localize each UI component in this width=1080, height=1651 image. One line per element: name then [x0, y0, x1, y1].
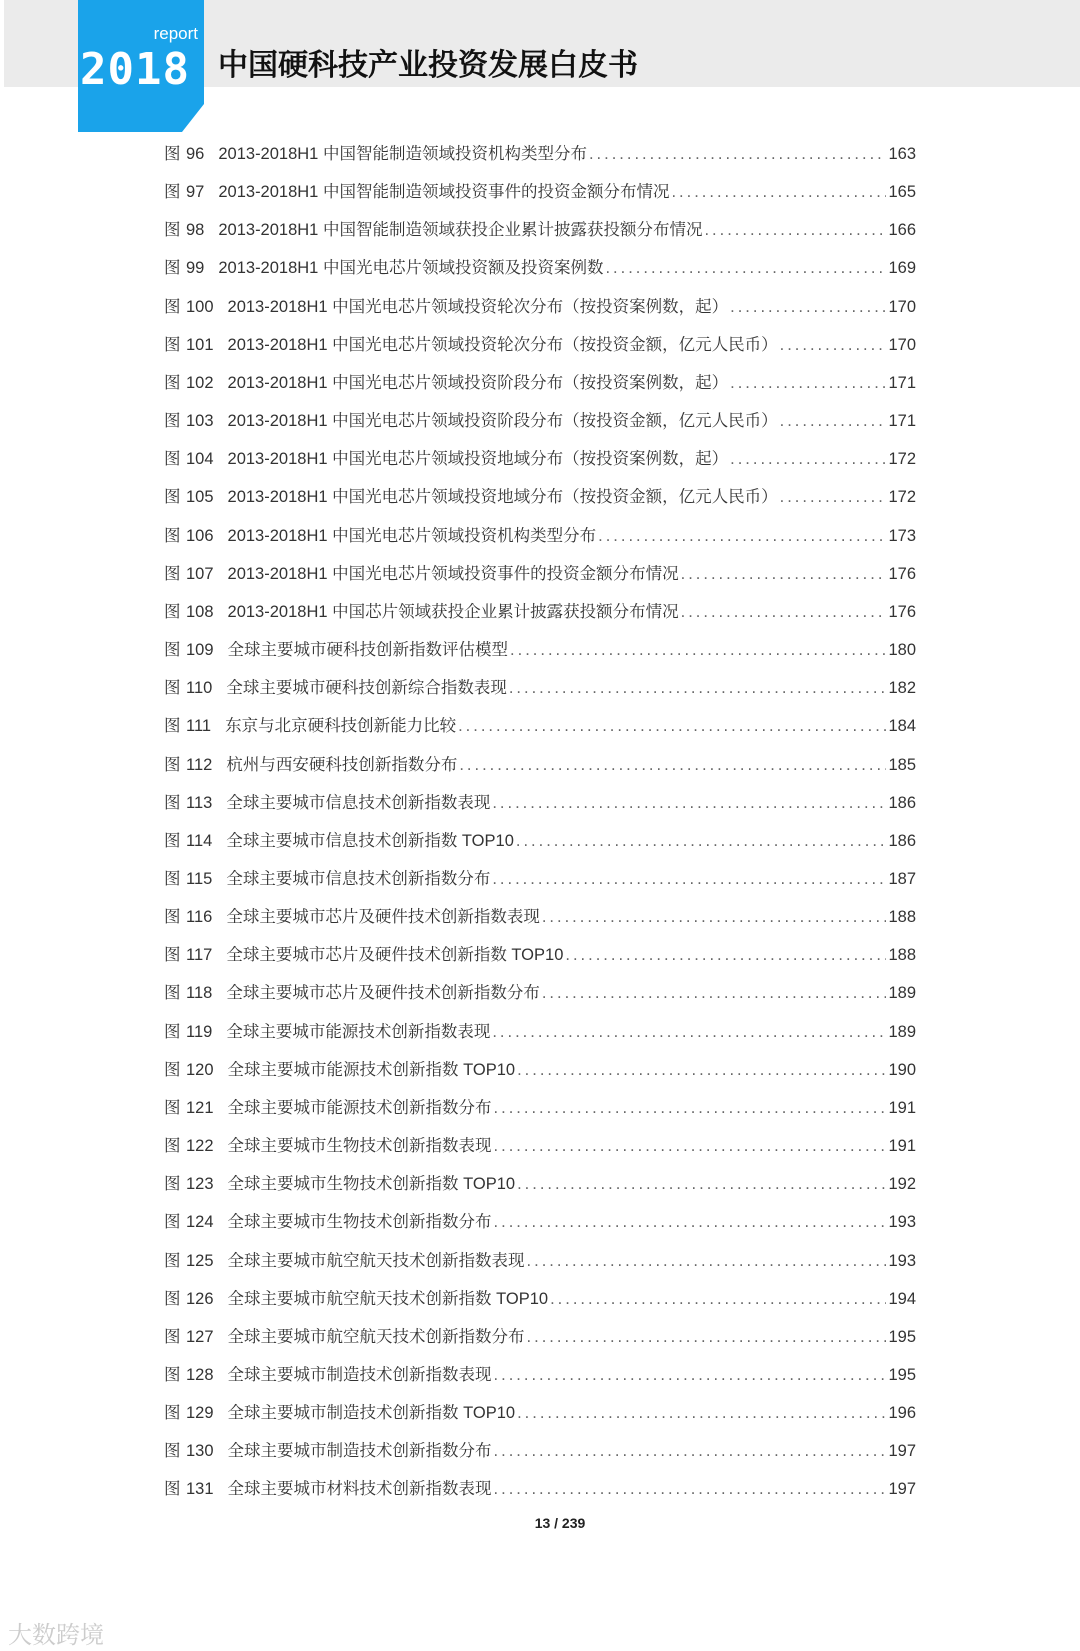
figure-number: 130: [186, 1442, 214, 1461]
leader-dots: [589, 145, 887, 164]
leader-dots: [516, 832, 887, 851]
leader-dots: [671, 183, 886, 202]
figure-label: 图: [164, 1137, 181, 1156]
figure-title: 2013-2018H1 中国光电芯片领域投资阶段分布（按投资金额，亿元人民币）: [227, 412, 778, 431]
toc-entry[interactable]: [164, 254, 916, 292]
figure-number: 97: [186, 183, 205, 202]
figure-number: 96: [186, 145, 205, 163]
page-ref: 172: [888, 488, 916, 507]
figure-number: 122: [186, 1137, 214, 1156]
figure-title: 全球主要城市生物技术创新指数表现: [227, 1137, 492, 1156]
figure-title: 全球主要城市生物技术创新指数 TOP10: [227, 1175, 516, 1194]
page-ref: 166: [888, 221, 916, 240]
leader-dots: [730, 298, 886, 317]
figure-title: 2013-2018H1 中国光电芯片领域投资额及投资案例数: [218, 259, 604, 278]
toc-entry[interactable]: [164, 1247, 916, 1285]
logo-report-text: report: [153, 24, 198, 43]
page-ref: 180: [888, 641, 916, 660]
figure-number: 106: [186, 526, 214, 545]
figure-title: 2013-2018H1 中国光电芯片领域投资事件的投资金额分布情况: [227, 564, 679, 583]
figure-number: 114: [186, 831, 213, 850]
figure-number: 107: [186, 564, 214, 583]
report-2018-logo: [78, 0, 204, 132]
figure-title: 2013-2018H1 中国光电芯片领域投资地域分布（按投资金额，亿元人民币）: [227, 488, 778, 507]
figure-title: 2013-2018H1 中国智能制造领域投资事件的投资金额分布情况: [218, 183, 670, 202]
leader-dots: [494, 1366, 887, 1385]
figure-label: 图: [164, 1175, 181, 1194]
toc-entry[interactable]: [164, 560, 916, 598]
toc-entry[interactable]: [164, 1361, 916, 1399]
leader-dots: [605, 259, 886, 278]
page-ref: 187: [888, 869, 916, 888]
figure-label: 图: [164, 1327, 181, 1346]
figure-title: 2013-2018H1 中国智能制造领域投资机构类型分布: [218, 145, 587, 163]
toc-entry[interactable]: [164, 712, 916, 750]
toc-entry[interactable]: [164, 636, 916, 674]
watermark: 大数跨境: [8, 1621, 104, 1649]
figure-number: 104: [186, 450, 214, 469]
figure-label: 图: [164, 221, 181, 240]
figure-number: 111: [186, 717, 212, 736]
figure-title: 全球主要城市制造技术创新指数表现: [227, 1366, 492, 1384]
toc-entry[interactable]: [164, 1323, 916, 1361]
leader-dots: [550, 1290, 886, 1309]
leader-dots: [510, 641, 886, 660]
figure-label: 图: [164, 412, 181, 431]
figure-title: 2013-2018H1 中国芯片领域获投企业累计披露获投额分布情况: [227, 602, 679, 621]
toc-entry[interactable]: [164, 1285, 916, 1323]
toc-entry[interactable]: [164, 407, 916, 445]
toc-entry[interactable]: [164, 1018, 916, 1056]
toc-entry[interactable]: [164, 1475, 916, 1513]
toc-entry[interactable]: [164, 674, 916, 712]
leader-dots: [565, 946, 886, 965]
toc-entry[interactable]: [164, 331, 916, 369]
figure-title: 全球主要城市芯片及硬件技术创新指数分布: [226, 984, 540, 1003]
figure-title: 全球主要城市芯片及硬件技术创新指数 TOP10: [226, 946, 564, 965]
figure-label: 图: [164, 259, 181, 278]
page-ref: 176: [888, 564, 916, 583]
page-ref: 194: [888, 1289, 916, 1308]
figure-label: 图: [164, 679, 181, 698]
leader-dots: [681, 565, 887, 584]
figure-number: 128: [186, 1366, 214, 1384]
leader-dots: [494, 1480, 887, 1499]
leader-dots: [494, 1137, 887, 1156]
figure-title: 2013-2018H1 中国光电芯片领域投资轮次分布（按投资案例数，起）: [227, 297, 729, 316]
figure-title: 全球主要城市能源技术创新指数表现: [226, 1022, 491, 1041]
figure-number: 110: [186, 679, 213, 698]
figure-title: 全球主要城市航空航天技术创新指数 TOP10: [227, 1289, 549, 1308]
page-number: 13 / 239: [534, 1515, 586, 1531]
toc-entry[interactable]: [164, 827, 916, 865]
figure-title: 2013-2018H1 中国智能制造领域获投企业累计披露获投额分布情况: [218, 221, 703, 240]
page-ref: 188: [888, 908, 916, 927]
page-ref: 195: [888, 1366, 916, 1384]
figure-label: 图: [164, 564, 181, 583]
figure-number: 108: [186, 602, 214, 621]
figure-label: 图: [164, 183, 181, 202]
figure-number: 116: [186, 908, 213, 927]
leader-dots: [517, 1175, 886, 1194]
logo-year-text: 2018: [80, 44, 190, 95]
toc-entry[interactable]: [164, 1437, 916, 1475]
leader-dots: [780, 488, 887, 507]
leader-dots: [527, 1252, 887, 1271]
figure-number: 120: [186, 1060, 214, 1079]
figure-label: 图: [164, 1098, 181, 1117]
figure-label: 图: [164, 755, 181, 774]
figure-number: 123: [186, 1175, 214, 1194]
page-ref: 169: [888, 259, 916, 278]
page-ref: 192: [888, 1175, 916, 1194]
page-fold-icon: [182, 104, 204, 132]
page-ref: 165: [888, 183, 916, 202]
leader-dots: [542, 984, 887, 1003]
toc-entry[interactable]: [164, 522, 916, 560]
figure-label: 图: [164, 1022, 181, 1041]
page-ref: 182: [888, 679, 916, 698]
toc-entry[interactable]: [164, 1132, 916, 1170]
figure-label: 图: [164, 297, 181, 316]
toc-entry[interactable]: [164, 1056, 916, 1094]
toc-entry[interactable]: [164, 1094, 916, 1132]
figure-title: 2013-2018H1 中国光电芯片领域投资阶段分布（按投资案例数，起）: [227, 373, 729, 392]
page-ref: 163: [888, 145, 916, 163]
page-ref: 189: [888, 1022, 916, 1041]
toc-entry[interactable]: [164, 865, 916, 903]
figure-number: 115: [186, 869, 213, 888]
figure-label: 图: [164, 335, 181, 354]
page-ref: 191: [888, 1098, 916, 1117]
figure-number: 117: [186, 946, 213, 965]
figure-number: 124: [186, 1213, 214, 1232]
leader-dots: [704, 221, 886, 240]
page-ref: 173: [888, 526, 916, 545]
page-ref: 186: [888, 831, 916, 850]
toc-entry[interactable]: [164, 1208, 916, 1246]
figure-label: 图: [164, 450, 181, 469]
figure-label: 图: [164, 869, 181, 888]
figure-number: 99: [186, 259, 205, 278]
figure-title: 2013-2018H1 中国光电芯片领域投资机构类型分布: [227, 526, 597, 545]
figure-number: 127: [186, 1327, 214, 1346]
page-ref: 190: [888, 1060, 916, 1079]
figure-title: 全球主要城市航空航天技术创新指数分布: [227, 1327, 525, 1346]
page-ref: 170: [888, 297, 916, 316]
leader-dots: [780, 336, 887, 355]
figure-label: 图: [164, 526, 181, 545]
page-ref: 197: [888, 1480, 916, 1499]
figure-label: 图: [164, 1289, 181, 1308]
figure-label: 图: [164, 946, 181, 965]
leader-dots: [494, 1213, 887, 1232]
page-ref: 196: [888, 1404, 916, 1423]
leader-dots: [492, 1023, 886, 1042]
figure-title: 2013-2018H1 中国光电芯片领域投资轮次分布（按投资金额，亿元人民币）: [227, 335, 778, 354]
toc-entry[interactable]: [164, 293, 916, 331]
figure-title: 全球主要城市硬科技创新综合指数表现: [226, 679, 507, 698]
figure-label: 图: [164, 1480, 181, 1499]
figure-title: 全球主要城市制造技术创新指数分布: [227, 1442, 492, 1461]
leader-dots: [494, 1442, 887, 1461]
figure-label: 图: [164, 641, 181, 660]
page-ref: 186: [888, 793, 916, 812]
leader-dots: [527, 1328, 887, 1347]
figure-title: 2013-2018H1 中国光电芯片领域投资地域分布（按投资案例数，起）: [227, 450, 729, 469]
figure-label: 图: [164, 488, 181, 507]
figure-label: 图: [164, 373, 181, 392]
figure-list: [164, 140, 916, 1514]
figure-number: 118: [186, 984, 213, 1003]
toc-entry[interactable]: [164, 1170, 916, 1208]
leader-dots: [517, 1061, 886, 1080]
figure-number: 105: [186, 488, 214, 507]
leader-dots: [780, 412, 887, 431]
page-ref: 170: [888, 335, 916, 354]
figure-number: 102: [186, 373, 214, 392]
figure-number: 109: [186, 641, 214, 660]
toc-entry[interactable]: [164, 598, 916, 636]
leader-dots: [494, 1099, 887, 1118]
figure-title: 全球主要城市航空航天技术创新指数表现: [227, 1251, 525, 1270]
figure-label: 图: [164, 793, 181, 812]
toc-entry[interactable]: [164, 140, 916, 178]
toc-entry[interactable]: [164, 445, 916, 483]
figure-label: 图: [164, 1442, 181, 1461]
figure-title: 全球主要城市能源技术创新指数 TOP10: [227, 1060, 516, 1079]
leader-dots: [492, 794, 886, 813]
toc-entry[interactable]: [164, 483, 916, 521]
figure-title: 全球主要城市制造技术创新指数 TOP10: [227, 1404, 516, 1423]
page-ref: 184: [888, 717, 916, 736]
figure-number: 113: [186, 793, 213, 812]
toc-entry[interactable]: [164, 941, 916, 979]
leader-dots: [509, 679, 887, 698]
figure-number: 129: [186, 1404, 214, 1423]
leader-dots: [459, 756, 886, 775]
figure-label: 图: [164, 717, 181, 736]
figure-number: 119: [186, 1022, 213, 1041]
figure-title: 全球主要城市生物技术创新指数分布: [227, 1213, 492, 1232]
toc-entry[interactable]: [164, 216, 916, 254]
figure-label: 图: [164, 984, 181, 1003]
figure-title: 全球主要城市信息技术创新指数分布: [226, 869, 491, 888]
figure-label: 图: [164, 1251, 181, 1270]
page-ref: 188: [888, 946, 916, 965]
figure-label: 图: [164, 908, 181, 927]
page-ref: 185: [888, 755, 916, 774]
toc-entry[interactable]: [164, 789, 916, 827]
leader-dots: [517, 1404, 886, 1423]
page-ref: 171: [888, 412, 916, 431]
page-ref: 193: [888, 1251, 916, 1270]
toc-entry[interactable]: [164, 1399, 916, 1437]
page-ref: 193: [888, 1213, 916, 1232]
figure-number: 131: [186, 1480, 214, 1499]
toc-entry[interactable]: [164, 979, 916, 1017]
page-ref: 189: [888, 984, 916, 1003]
page-ref: 197: [888, 1442, 916, 1461]
figure-number: 101: [186, 335, 214, 354]
figure-title: 东京与北京硬科技创新能力比较: [225, 717, 457, 736]
figure-label: 图: [164, 831, 181, 850]
figure-title: 全球主要城市材料技术创新指数表现: [227, 1480, 492, 1499]
leader-dots: [598, 527, 886, 546]
toc-entry[interactable]: [164, 903, 916, 941]
figure-label: 图: [164, 1404, 181, 1423]
leader-dots: [730, 374, 886, 393]
figure-title: 杭州与西安硬科技创新指数分布: [226, 755, 458, 774]
figure-title: 全球主要城市芯片及硬件技术创新指数表现: [226, 908, 540, 927]
figure-number: 103: [186, 412, 214, 431]
figure-title: 全球主要城市信息技术创新指数 TOP10: [226, 831, 514, 850]
page-ref: 172: [888, 450, 916, 469]
figure-number: 125: [186, 1251, 214, 1270]
page-ref: 195: [888, 1327, 916, 1346]
leader-dots: [542, 908, 887, 927]
figure-number: 126: [186, 1289, 214, 1308]
figure-label: 图: [164, 1060, 181, 1079]
figure-label: 图: [164, 1366, 181, 1384]
figure-number: 98: [186, 221, 205, 240]
figure-label: 图: [164, 602, 181, 621]
figure-number: 121: [186, 1098, 214, 1117]
leader-dots: [458, 717, 886, 736]
leader-dots: [681, 603, 887, 622]
figure-title: 全球主要城市硬科技创新指数评估模型: [227, 641, 509, 660]
toc-entry[interactable]: [164, 751, 916, 789]
toc-entry[interactable]: [164, 369, 916, 407]
page-ref: 176: [888, 602, 916, 621]
figure-title: 全球主要城市信息技术创新指数表现: [226, 793, 491, 812]
figure-label: 图: [164, 1213, 181, 1232]
figure-label: 图: [164, 145, 181, 163]
toc-entry[interactable]: [164, 178, 916, 216]
leader-dots: [730, 450, 886, 469]
leader-dots: [492, 870, 886, 889]
document-title: 中国硬科技产业投资发展白皮书: [218, 48, 638, 83]
figure-title: 全球主要城市能源技术创新指数分布: [227, 1098, 492, 1117]
figure-number: 100: [186, 297, 214, 316]
figure-number: 112: [186, 755, 213, 774]
page-ref: 191: [888, 1137, 916, 1156]
page-ref: 171: [888, 373, 916, 392]
